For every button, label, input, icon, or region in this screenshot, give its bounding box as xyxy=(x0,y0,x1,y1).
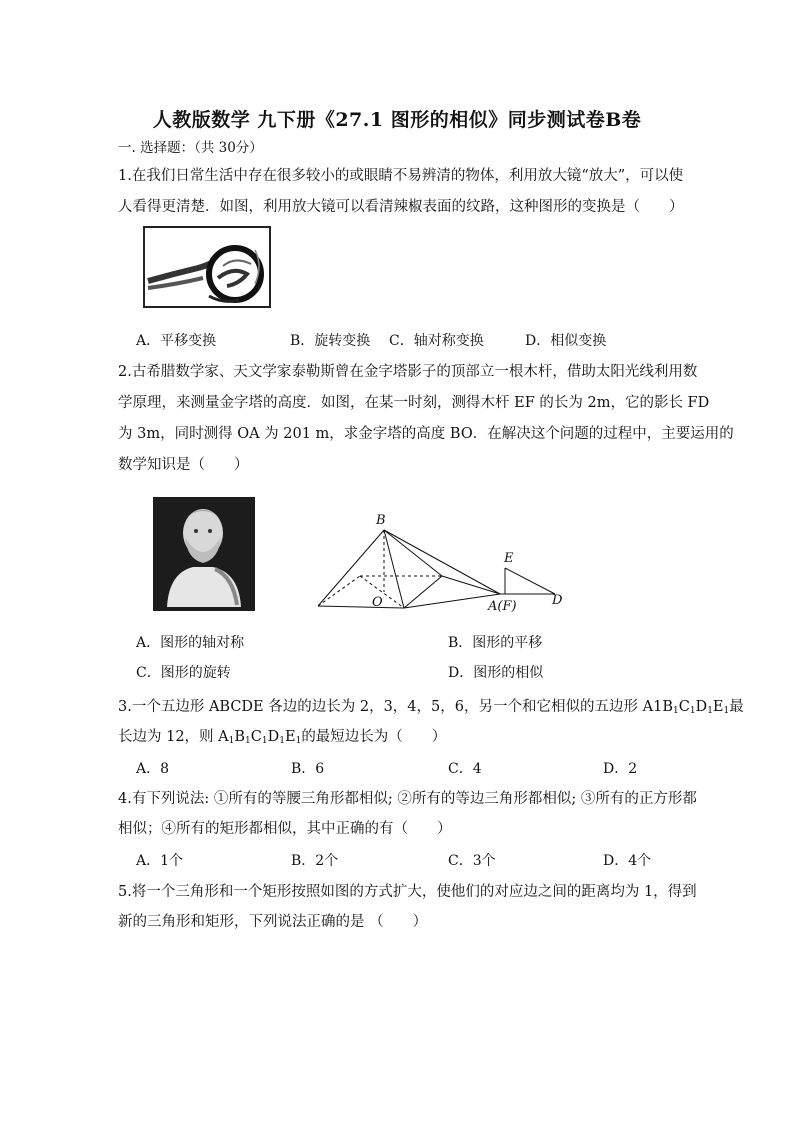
q2-line2: 学原理，来测量金字塔的高度．如图，在某一时刻，测得木杆 EF 的长为 2m，它的影长 FD xyxy=(118,395,710,411)
label-d: D xyxy=(552,593,563,608)
q1-option-c: C．轴对称变换 xyxy=(389,333,484,349)
q1-option-d: D．相似变换 xyxy=(525,333,607,349)
pyramid-diagram xyxy=(310,510,572,614)
q3-option-d: D．2 xyxy=(603,761,638,777)
label-o: O xyxy=(372,595,383,610)
section-heading: 一. 选择题：（共 30分） xyxy=(118,140,263,156)
q2-line3: 为 3m，同时测得 OA 为 201 m，求金字塔的高度 BO．在解决这个问题的过程中，主要运用的 xyxy=(118,426,734,442)
q4-option-d: D．4个 xyxy=(603,853,652,869)
q4-option-b: B．2个 xyxy=(291,853,339,869)
q3-option-c: C．4 xyxy=(448,761,482,777)
q5-line2: 新的三角形和矩形，下列说法正确的是 （ ） xyxy=(118,914,428,930)
q1-option-a: A．平移变换 xyxy=(136,333,217,349)
label-e: E xyxy=(504,551,514,566)
magnifier-image xyxy=(143,226,271,308)
q1-line2: 人看得更清楚．如图，利用放大镜可以看清辣椒表面的纹路，这种图形的变换是（ ） xyxy=(118,199,684,215)
q4-line2: 相似；④所有的矩形都相似，其中正确的有（ ） xyxy=(118,821,452,837)
label-b: B xyxy=(376,513,386,528)
q3-line1: 3.一个五边形 ABCDE 各边的边长为 2，3，4，5，6，另一个和它相似的五边形 $A1B_1C_1D_1E_1$最 xyxy=(118,699,744,716)
q2-option-a: A．图形的轴对称 xyxy=(136,635,245,651)
q2-line1: 2.古希腊数学家、天文学家泰勒斯曾在金字塔影子的顶部立一根木杆，借助太阳光线利用数 xyxy=(118,364,698,380)
q4-option-a: A．1个 xyxy=(136,853,184,869)
q3-option-b: B．6 xyxy=(291,761,325,777)
q2-option-c: C．图形的旋转 xyxy=(136,665,231,681)
statue-photo xyxy=(153,497,255,611)
q1-line1: 1.在我们日常生活中存在很多较小的或眼睛不易辨清的物体，利用放大镜“放大”，可以使 xyxy=(118,168,684,184)
q4-option-c: C．3个 xyxy=(448,853,496,869)
q2-option-d: D．图形的相似 xyxy=(448,665,544,681)
page-title: 人教版数学 九下册《27.1 图形的相似》同步测试卷B卷 xyxy=(152,109,642,131)
q2-option-b: B．图形的平移 xyxy=(448,635,543,651)
q1-option-b: B．旋转变换 xyxy=(290,333,371,349)
q3-line2: 长边为 12，则 $A_1B_1C_1D_1E_1$的最短边长为（ ） xyxy=(118,729,447,746)
q2-line4: 数学知识是（ ） xyxy=(118,457,249,473)
label-af: A(F) xyxy=(488,599,517,614)
q4-line1: 4.有下列说法: ①所有的等腰三角形都相似; ②所有的等边三角形都相似; ③所有的正方形都 xyxy=(118,791,697,807)
q5-line1: 5.将一个三角形和一个矩形按照如图的方式扩大，使他们的对应边之间的距离均为 1，得到 xyxy=(118,884,697,900)
q3-option-a: A．8 xyxy=(136,761,170,777)
